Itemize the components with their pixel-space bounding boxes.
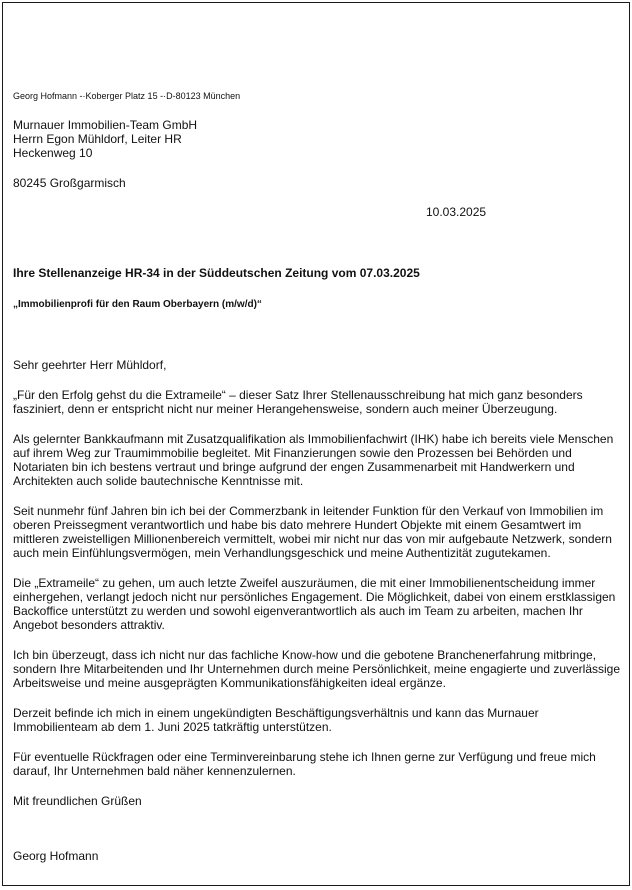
body-paragraph: Ich bin überzeugt, dass ich nicht nur das fachliche Know-how und die gebotene Branchenerfahrung mitbringe, sondern Ihre Mitarbeitenden und Ihr Unternehmen durch meine Persönlichkeit, meine engagierte und zuverlässige Arbeitsweise und meine ausgeprägten Kommunikationsfähigkeiten ideal ergänze. (13, 648, 621, 690)
body-paragraph: „Für den Erfolg gehst du die Extrameile“ – dieser Satz Ihrer Stellenausschreibung hat mich ganz besonders fasziniert, denn er entspricht nicht nur meiner Herangehensweise, sondern auch meiner Überzeugung. (13, 388, 583, 416)
body-paragraph: Als gelernter Bankkaufmann mit Zusatzqualifikation als Immobilienfachwirt (IHK) habe ich bereits viele Menschen auf ihrem Weg zur Traumimmobilie begleitet. Mit Finanzierungen sowie den Prozessen bei Behörden und Notariaten bin ich bestens vertraut und bringe aufgrund der engen Zusammenarbeit mit Handwerkern und Architekten auch solide bautechnische Kenntnisse mit. (13, 432, 614, 488)
job-title-subline: „Immobilienprofi für den Raum Oberbayern (m/w/d)“ (13, 299, 262, 310)
recipient-contact: Herrn Egon Mühldorf, Leiter HR (13, 132, 182, 146)
signature-name: Georg Hofmann (13, 849, 99, 863)
recipient-street: Heckenweg 10 (13, 146, 93, 160)
sender-address-line: Georg Hofmann -·Koberger Platz 15 -·D-80123 München (13, 91, 241, 101)
closing-phrase: Mit freundlichen Grüßen (13, 794, 142, 808)
salutation: Sehr geehrter Herr Mühldorf, (13, 358, 167, 372)
body-paragraph: Derzeit befinde ich mich in einem ungekündigten Beschäftigungsverhältnis und kann das Murnauer Immobilienteam ab dem 1. Juni 2025 tatkräftig unterstützen. (13, 706, 539, 734)
letter-body (13, 358, 625, 808)
body-paragraph: Seit nunmehr fünf Jahren bin ich bei der Commerzbank in leitender Funktion für den Verkauf von Immobilien im oberen Preissegment verantwortlich und habe bis dato mehrere Hundert Objekte mit einem Gesamtwert im mittleren zweistelligen Millionenbereich vermittelt, wobei mir nicht nur das von mir aufgebaute Netzwerk, sondern auch mein Einfühlungsvermögen, mein Verhandlungsgeschick und meine Authentizität zugutekamen. (13, 504, 612, 560)
letter-subject: Ihre Stellenanzeige HR-34 in der Süddeutschen Zeitung vom 07.03.2025 (13, 266, 420, 280)
recipient-company: Murnauer Immobilien-Team GmbH (13, 118, 198, 132)
letter-date: 10.03.2025 (426, 205, 487, 219)
recipient-address (13, 118, 197, 160)
body-paragraph: Für eventuelle Rückfragen oder eine Terminvereinbarung stehe ich Ihnen gerne zur Verfügung und freue mich darauf, Ihr Unternehmen bald näher kennenzulernen. (13, 750, 596, 778)
letter-page (2, 2, 630, 886)
body-paragraph: Die „Extrameile“ zu gehen, um auch letzte Zweifel auszuräumen, die mit einer Immobilienentscheidung immer einhergehen, verlangt jedoch nicht nur persönliches Engagement. Die Möglichkeit, dabei von einem erstklassigen Backoffice unterstützt zu werden und sowohl eigenverantwortlich als auch im Team zu arbeiten, machen Ihr Angebot besonders attraktiv. (13, 576, 616, 632)
recipient-city: 80245 Großgarmisch (13, 176, 126, 190)
